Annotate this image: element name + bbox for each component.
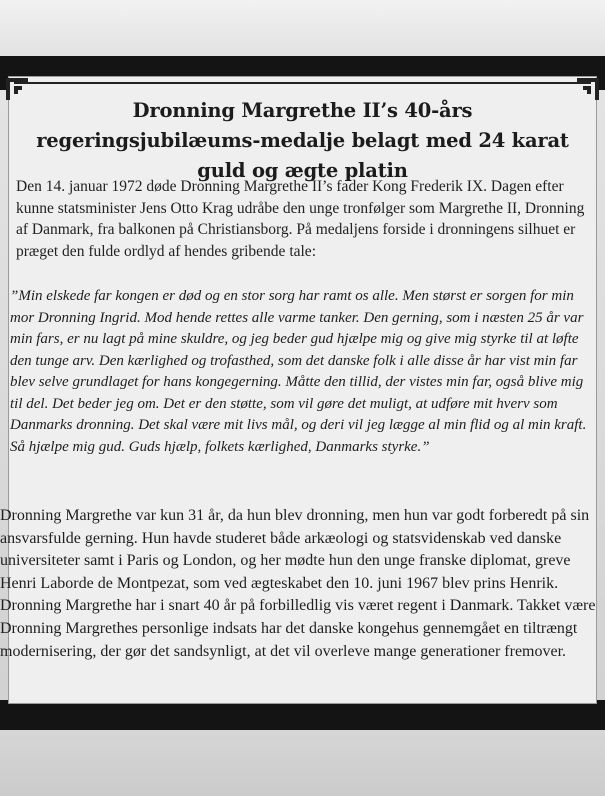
sign-title: Dronning Margrethe II’s 40-års regeringsjubilæums-medalje belagt med 24 karat guld og ægte platin bbox=[36, 99, 569, 182]
frame-rule bbox=[14, 82, 591, 84]
wall-top bbox=[0, 0, 605, 56]
wall-bottom bbox=[0, 730, 605, 796]
closing-paragraph: Dronning Margrethe var kun 31 år, da hun blev dronning, men hun var godt forberedt på sin ansvarsfulde gerning. Hun havde studeret både arkæologi og statsvidenskab ved danske universiteter samt i Paris og London, og her mødte hun den unge franske diplomat, greve Henri Laborde de Montpezat, som ved ægteskabet den 10. juni 1967 blev prins Henrik. Dronning Margrethe har i snart 40 år på forbilledlig vis været regent i Danmark. Takket være Dronning Margrethes personlige indsats har det danske kongehus gennemgået en tiltrængt modernisering, der gør det sandsynligt, at det vil overleve mange generationer fremover. bbox=[0, 507, 596, 660]
bottom-black-border bbox=[0, 700, 605, 730]
speech-quote: ”Min elskede far kongen er død og en stor sorg har ramt os alle. Men størst er sorgen for min mor Dronning Ingrid. Mod hende rettes alle varme tanker. Den gerning, som i næsten 25 år var min fars, er nu lagt på mine skuldre, og jeg beder gud hjælpe mig og give mig styrke til at løfte den tunge arv. Den kærlighed og trofasthed, som det danske folk i alle disse år har vist min far blev selve grundlaget for hans kongegerning. Måtte den tillid, der vistes min far, også blive mig til del. Det beder jeg om. Det er den støtte, som vil gøre det muligt, at udføre mit hverv som Danmarks dronning. Det skal være mit livs mål, og deri vil jeg lægge al min flid og al min kraft. Så hjælpe mig gud. Guds hjælp, folkets kærlighed, Danmarks styrke.” bbox=[10, 288, 587, 455]
intro-paragraph: Den 14. januar 1972 døde Dronning Margrethe II’s fader Kong Frederik IX. Dagen efter kunne statsminister Jens Otto Krag udråbe den unge tronfølger som Margrethe II, Dronning af Danmark, fra balkonen på Christiansborg. På medaljens forside i dronningens silhuet er præget den fulde ordlyd af hendes gribende tale: bbox=[16, 178, 585, 260]
